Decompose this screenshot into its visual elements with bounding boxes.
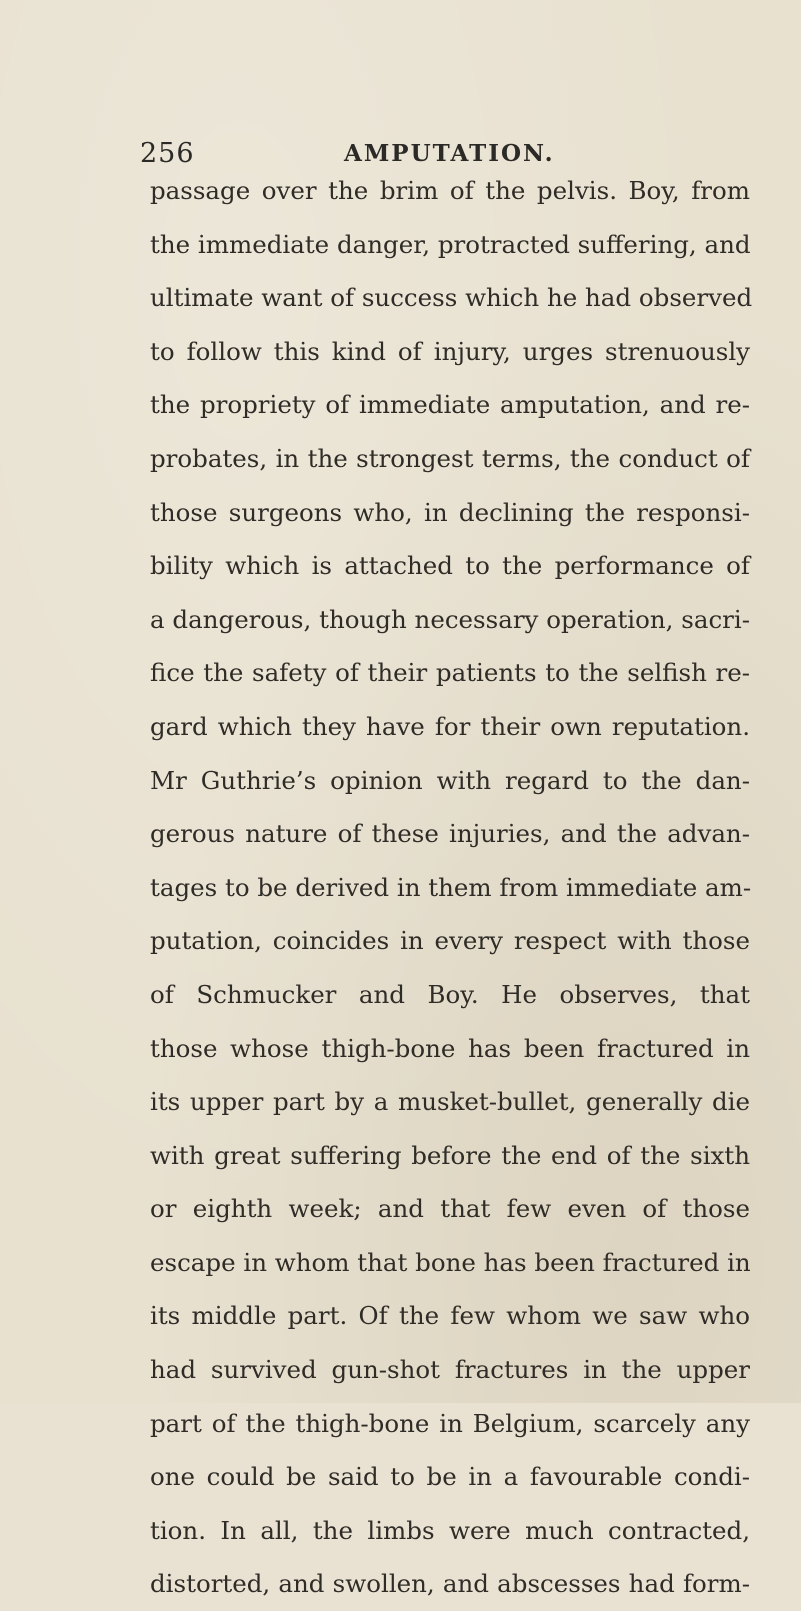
text-line: probates, in the strongest terms, the conduct of <box>150 443 750 473</box>
text-line: the propriety of immediate amputation, and re- <box>150 390 750 420</box>
running-title: AMPUTATION. <box>344 140 555 167</box>
text-line: escape in whom that bone has been fractured in <box>150 1247 751 1277</box>
text-line: ultimate want of success which he had observed <box>150 283 753 313</box>
text-line: had survived gun-shot fractures in the upper <box>150 1355 750 1385</box>
text-line: distorted, and swollen, and abscesses had form- <box>150 1569 750 1599</box>
text-line: to follow this kind of injury, urges strenuously <box>150 336 750 366</box>
text-line: a dangerous, though necessary operation, sacri- <box>150 604 750 634</box>
text-line: those whose thigh-bone has been fractured in <box>150 1033 750 1063</box>
text-line: those surgeons who, in declining the responsi- <box>150 497 750 527</box>
text-line: putation, coincides in every respect with those <box>150 926 750 956</box>
text-line: part of the thigh-bone in Belgium, scarcely any <box>150 1408 750 1438</box>
text-line: the immediate danger, protracted suffering, and <box>150 229 751 259</box>
text-line: or eighth week; and that few even of those <box>150 1194 750 1224</box>
text-line: Mr Guthrie’s opinion with regard to the dan- <box>150 765 750 795</box>
text-line: of Schmucker and Boy. He observes, that <box>150 979 750 1009</box>
text-line: one could be said to be in a favourable condi- <box>150 1462 750 1492</box>
text-line: gerous nature of these injuries, and the advan- <box>150 819 750 849</box>
text-line: tion. In all, the limbs were much contracted, <box>150 1515 750 1545</box>
text-line: bility which is attached to the performance of <box>150 551 750 581</box>
body-text <box>150 164 753 1611</box>
text-line: its upper part by a musket-bullet, generally die <box>150 1087 750 1117</box>
text-line: with great suffering before the end of the sixth <box>150 1140 750 1170</box>
text-line: passage over the brim of the pelvis. Boy, from <box>150 176 750 205</box>
text-line: gard which they have for their own reputation. <box>150 711 750 741</box>
text-line: tages to be derived in them from immediate am- <box>150 872 752 902</box>
text-line: its middle part. Of the few whom we saw who <box>150 1301 750 1331</box>
text-line: fice the safety of their patients to the selfish re- <box>150 658 750 688</box>
page-number: 256 <box>140 138 195 169</box>
